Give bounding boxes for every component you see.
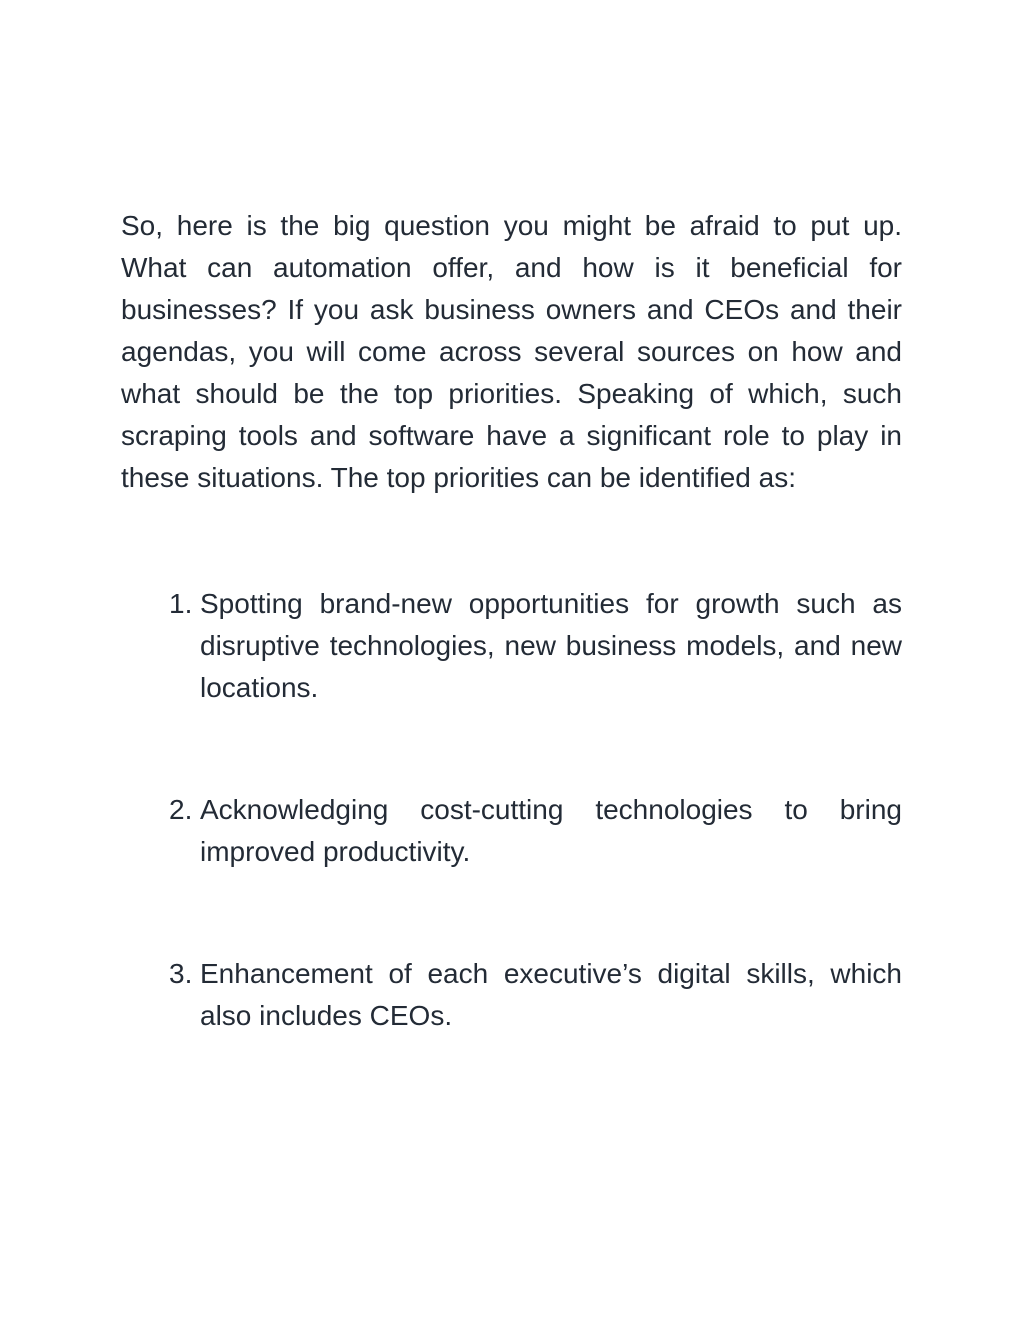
list-number: 2. [169, 794, 193, 825]
priority-list [121, 583, 902, 1037]
list-item [121, 789, 902, 873]
intro-paragraph: So, here is the big question you might be afraid to put up. What can automation offer, and how is it beneficial for businesses? If you ask business owners and CEOs and their agendas, you will come across several sources on how and what should be the top priorities. Speaking of which, such scraping tools and software have a significant role to play in these situations. The top priorities can be identified as: [121, 210, 902, 493]
document-page [121, 205, 902, 1037]
list-number: 3. [169, 958, 193, 989]
list-item-text: Spotting brand-new opportunities for growth such as disruptive technologies, new business models, and new locations. [200, 588, 902, 703]
list-item-text: Enhancement of each executive’s digital skills, which also includes CEOs. [200, 958, 902, 1031]
list-item [121, 953, 902, 1037]
list-item [121, 583, 902, 709]
list-number: 1. [169, 588, 193, 619]
list-item-text: Acknowledging cost-cutting technologies to bring improved productivity. [200, 794, 902, 867]
